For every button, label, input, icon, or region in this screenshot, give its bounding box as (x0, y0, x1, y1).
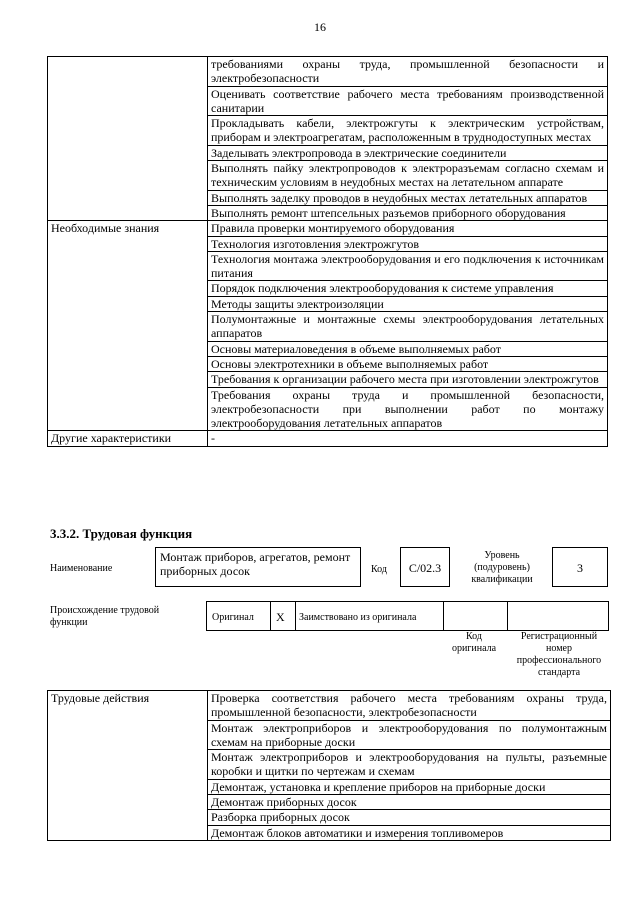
function-name-box (155, 547, 361, 587)
labor-action: Проверка соответствия рабочего места требованиям охраны труда, промышленной безопасности, электробезопасности (208, 691, 611, 721)
labor-action: Демонтаж приборных досок (208, 795, 611, 810)
level-label: Уровень (подуровень) квалификации (471, 550, 533, 585)
row-content: Методы защиты электроизоляции (208, 296, 608, 311)
section-heading: 3.3.2. Трудовая функция (50, 526, 193, 541)
code-value: С/02.3 (408, 561, 442, 575)
labor-action: Монтаж электроприборов и электрооборудования на пульты, разъемные коробки и щитки по чертежам и схемам (208, 750, 611, 780)
row-content: Порядок подключения электрооборудования к системе управления (208, 281, 608, 296)
page-number: 16 (314, 20, 326, 34)
function-name-value: Монтаж приборов, агрегатов, ремонт приборных досок (160, 550, 351, 578)
table-row (48, 221, 608, 236)
actions-label: Трудовые действия (48, 691, 208, 841)
origin-box (206, 601, 609, 631)
origin-label: Происхождение трудовой функции (50, 605, 160, 628)
row-category (48, 57, 208, 221)
row-content: Требования охраны труда и промышленной безопасности, электробезопасности при выполнении работ по монтажу электрооборудования летательных аппаратов (208, 387, 608, 431)
row-content: Требования к организации рабочего места при изготовлении электрожгутов (208, 372, 608, 387)
row-content: Выполнять заделку проводов в неудобных местах летательных аппаратов (208, 190, 608, 205)
row-content: Основы материаловедения в объеме выполняемых работ (208, 341, 608, 356)
row-content: Правила проверки монтируемого оборудования (208, 221, 608, 236)
row-content: Полумонтажные и монтажные схемы электрооборудования летательных аппаратов (208, 312, 608, 342)
labor-action: Демонтаж блоков автоматики и измерения топливомеров (208, 825, 611, 840)
code-value-box (400, 547, 450, 587)
table-row (48, 57, 608, 87)
code-label: Код (371, 564, 387, 575)
level-value: 3 (577, 561, 583, 575)
labor-action: Разборка приборных досок (208, 810, 611, 825)
row-content: Технология монтажа электрооборудования и его подключения к источникам питания (208, 251, 608, 281)
table-row (48, 431, 608, 446)
code-original-caption: Код оригинала (451, 631, 497, 654)
borrowed-label: Заимствовано из оригинала (299, 612, 417, 623)
reg-number-caption: Регистрационный номер профессионального стандарта (516, 631, 602, 678)
labor-actions-table (47, 690, 611, 841)
row-content: Технология изготовления электрожгутов (208, 236, 608, 251)
row-content: - (208, 431, 608, 446)
row-content: Выполнять ремонт штепсельных разъемов приборного оборудования (208, 205, 608, 220)
row-content: Заделывать электропровода в электрические соединители (208, 145, 608, 160)
table-row (48, 691, 611, 721)
original-mark: X (276, 610, 285, 624)
row-category: Другие характеристики (48, 431, 208, 446)
original-label: Оригинал (212, 612, 254, 623)
labor-action: Демонтаж, установка и крепление приборов на приборные доски (208, 779, 611, 794)
name-label: Наименование (50, 563, 113, 574)
row-content: Оценивать соответствие рабочего места требованиям производственной санитарии (208, 86, 608, 116)
labor-action: Монтаж электроприборов и электрооборудования по полумонтажным схемам на приборные доски (208, 720, 611, 750)
row-content: требованиями охраны труда, промышленной безопасности и электробезопасности (208, 57, 608, 87)
skills-knowledge-table (47, 56, 608, 447)
level-value-box (552, 547, 608, 587)
row-content: Выполнять пайку электропроводов к электроразъемам согласно схемам и техническим условиям в неудобных местах на летательном аппарате (208, 161, 608, 191)
row-category: Необходимые знания (48, 221, 208, 431)
row-content: Прокладывать кабели, электрожгуты к электрическим устройствам, приборам и электроагрегатам, расположенным в труднодоступных местах (208, 116, 608, 146)
row-content: Основы электротехники в объеме выполняемых работ (208, 356, 608, 371)
